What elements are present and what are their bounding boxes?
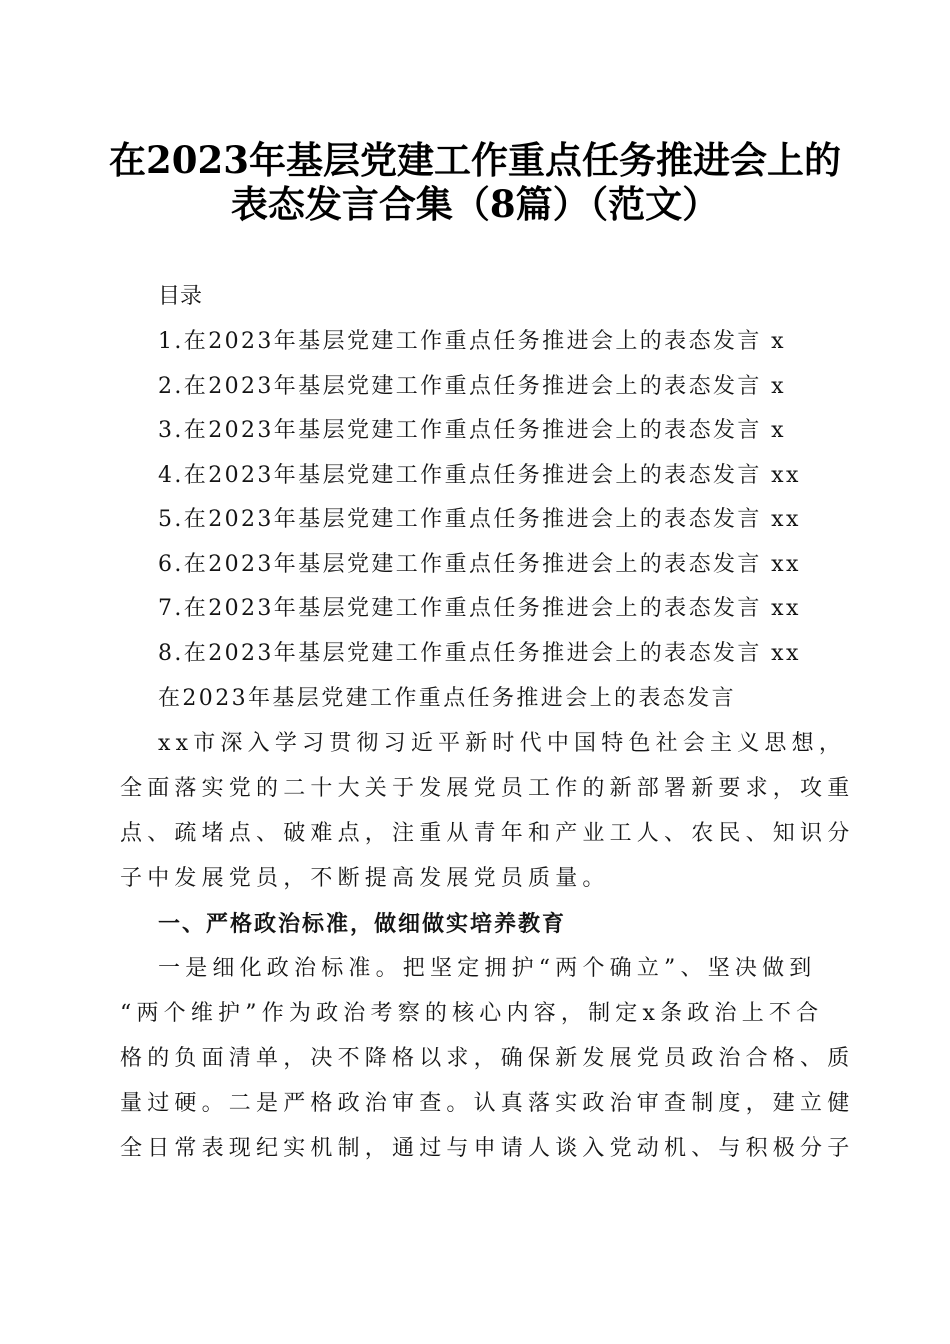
paragraph-line: 一是细化政治标准。把坚定拥护“两个确立”、坚决做到 xyxy=(158,956,817,981)
paragraph-line: 全面落实党的二十大关于发展党员工作的新部署新要求，攻重 xyxy=(120,776,855,801)
toc-item: 8.在2023年基层党建工作重点任务推进会上的表态发言 xx xyxy=(158,641,801,666)
toc-item: 7.在2023年基层党建工作重点任务推进会上的表态发言 xx xyxy=(158,596,801,621)
toc-item: 6.在2023年基层党建工作重点任务推进会上的表态发言 xx xyxy=(158,552,801,577)
document-title-line-1: 在2023年基层党建工作重点任务推进会上的 xyxy=(109,138,841,182)
toc-item: 5.在2023年基层党建工作重点任务推进会上的表态发言 xx xyxy=(158,507,801,532)
paragraph-line: 子中发展党员，不断提高发展党员质量。 xyxy=(120,866,610,891)
toc-item: 3.在2023年基层党建工作重点任务推进会上的表态发言 x xyxy=(158,418,786,443)
paragraph-line: xx市深入学习贯彻习近平新时代中国特色社会主义思想， xyxy=(158,731,847,756)
document-title-line-2: 表态发言合集（8篇）（范文） xyxy=(230,182,720,226)
section-heading: 一、严格政治标准，做细做实培养教育 xyxy=(158,911,567,937)
paragraph-line: 点、疏堵点、破难点，注重从青年和产业工人、农民、知识分 xyxy=(120,821,855,846)
paragraph-line: 格的负面清单，决不降格以求，确保新发展党员政治合格、质 xyxy=(120,1046,855,1071)
paragraph-line: “两个维护”作为政治考察的核心内容，制定x条政治上不合 xyxy=(120,1001,824,1026)
toc-item: 4.在2023年基层党建工作重点任务推进会上的表态发言 xx xyxy=(158,463,801,488)
article-title: 在2023年基层党建工作重点任务推进会上的表态发言 xyxy=(158,686,736,711)
toc-item: 1.在2023年基层党建工作重点任务推进会上的表态发言 x xyxy=(158,329,786,354)
toc-item: 2.在2023年基层党建工作重点任务推进会上的表态发言 x xyxy=(158,374,786,399)
paragraph-line: 全日常表现纪实机制，通过与申请人谈入党动机、与积极分子 xyxy=(120,1136,855,1161)
toc-heading: 目录 xyxy=(158,284,203,309)
paragraph-line: 量过硬。二是严格政治审查。认真落实政治审查制度，建立健 xyxy=(120,1091,855,1116)
